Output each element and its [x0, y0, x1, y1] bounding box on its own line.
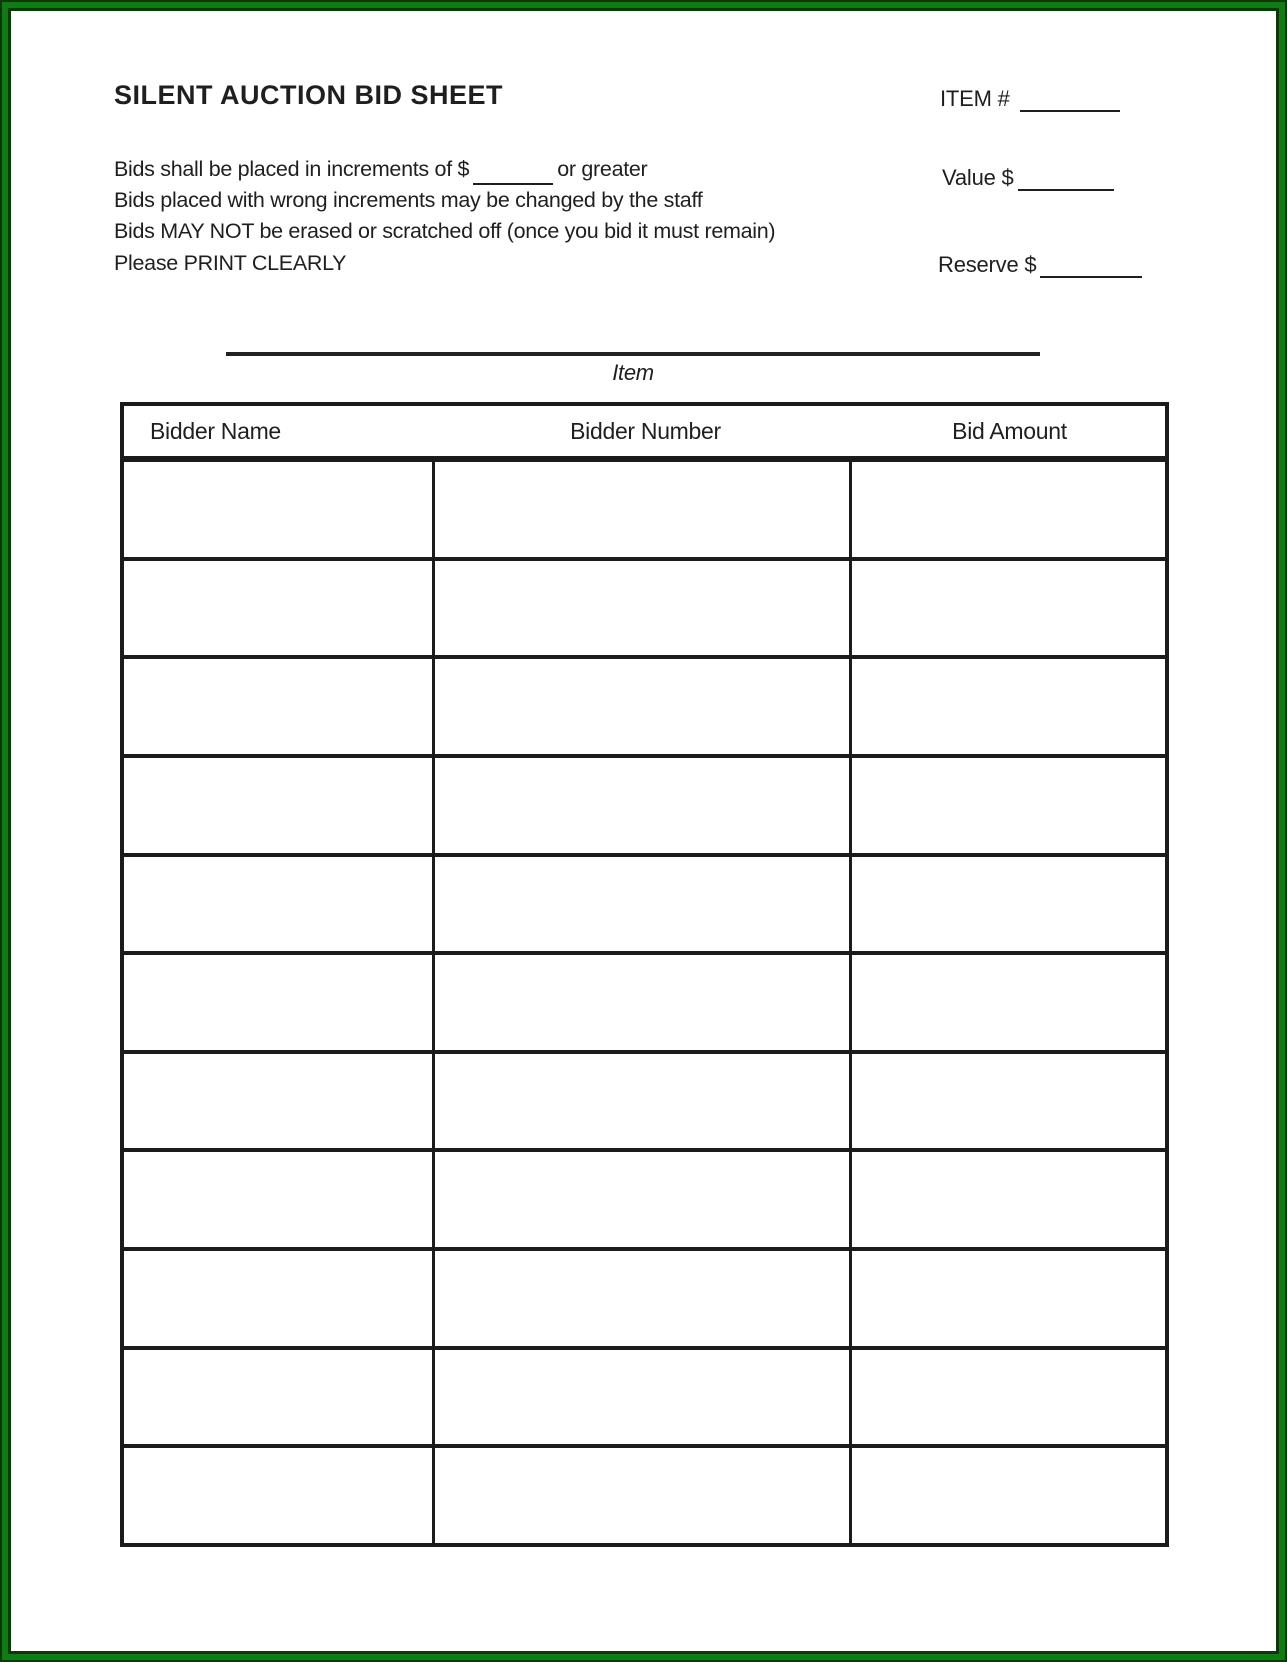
- bid-cell-bid-amount[interactable]: [852, 1350, 1165, 1445]
- increment-blank[interactable]: [473, 163, 553, 185]
- reserve-label: Reserve $: [938, 252, 1037, 277]
- bid-cell-bid-amount[interactable]: [852, 462, 1165, 557]
- bid-cell-bid-amount[interactable]: [852, 758, 1165, 853]
- item-number-label: ITEM #: [940, 86, 1010, 111]
- bid-cell-bidder-name[interactable]: [124, 758, 435, 853]
- page-title: SILENT AUCTION BID SHEET: [114, 80, 504, 110]
- bid-cell-bid-amount[interactable]: [852, 1054, 1165, 1149]
- bid-cell-bid-amount[interactable]: [852, 1251, 1165, 1346]
- bid-cell-bidder-number[interactable]: [435, 1350, 852, 1445]
- item-write-in-line[interactable]: [226, 322, 1040, 356]
- bid-cell-bidder-number[interactable]: [435, 561, 852, 656]
- bid-table-body: [124, 462, 1165, 1543]
- bid-cell-bidder-number[interactable]: [435, 857, 852, 952]
- bid-cell-bid-amount[interactable]: [852, 1448, 1165, 1543]
- bid-table-header: [124, 406, 1165, 462]
- header-bidder-name: Bidder Name: [150, 417, 281, 444]
- bid-cell-bidder-number[interactable]: [435, 955, 852, 1050]
- instruction-line-2: Bids placed with wrong increments may be changed by the staff: [114, 188, 703, 212]
- bid-cell-bid-amount[interactable]: [852, 561, 1165, 656]
- item-number-blank[interactable]: [1020, 88, 1120, 112]
- value-blank[interactable]: [1018, 167, 1114, 191]
- bid-table-row: [124, 955, 1165, 1054]
- header-bid-amount: Bid Amount: [952, 417, 1067, 444]
- instruction-line-3: Bids MAY NOT be erased or scratched off (once you bid it must remain): [114, 219, 776, 243]
- bid-cell-bidder-number[interactable]: [435, 1251, 852, 1346]
- bid-cell-bidder-number[interactable]: [435, 659, 852, 754]
- instruction-line-1: Bids shall be placed in increments of $ or greater: [114, 154, 775, 185]
- bid-table-row: [124, 1152, 1165, 1251]
- bid-cell-bid-amount[interactable]: [852, 955, 1165, 1050]
- bid-cell-bidder-name[interactable]: [124, 1448, 435, 1543]
- value-label: Value $: [942, 165, 1014, 190]
- bid-cell-bidder-name[interactable]: [124, 561, 435, 656]
- item-write-in: [226, 322, 1040, 386]
- bid-table-row: [124, 1350, 1165, 1449]
- reserve-blank[interactable]: [1040, 254, 1142, 278]
- item-number-field: [940, 86, 1120, 112]
- bid-table-row: [124, 758, 1165, 857]
- bid-cell-bidder-number[interactable]: [435, 462, 852, 557]
- bid-table-row: [124, 561, 1165, 660]
- bid-cell-bid-amount[interactable]: [852, 659, 1165, 754]
- bid-cell-bidder-number[interactable]: [435, 758, 852, 853]
- header-bidder-number: Bidder Number: [570, 417, 721, 444]
- bid-cell-bidder-name[interactable]: [124, 1054, 435, 1149]
- bid-cell-bidder-name[interactable]: [124, 462, 435, 557]
- value-field: [942, 165, 1114, 191]
- bid-cell-bid-amount[interactable]: [852, 857, 1165, 952]
- bid-table-row: [124, 659, 1165, 758]
- bid-table-row: [124, 857, 1165, 956]
- bid-cell-bidder-name[interactable]: [124, 659, 435, 754]
- reserve-field: [938, 252, 1142, 278]
- bid-cell-bid-amount[interactable]: [852, 1152, 1165, 1247]
- bid-table-row: [124, 1448, 1165, 1543]
- bid-cell-bidder-number[interactable]: [435, 1152, 852, 1247]
- bid-cell-bidder-name[interactable]: [124, 857, 435, 952]
- bid-table-row: [124, 1054, 1165, 1153]
- item-write-in-label: Item: [612, 360, 654, 385]
- bid-cell-bidder-number[interactable]: [435, 1054, 852, 1149]
- bid-table: [120, 402, 1169, 1547]
- bid-cell-bidder-number[interactable]: [435, 1448, 852, 1543]
- instructions-block: [114, 154, 775, 247]
- bid-cell-bidder-name[interactable]: [124, 1152, 435, 1247]
- bid-table-row: [124, 1251, 1165, 1350]
- bid-table-row: [124, 462, 1165, 561]
- bid-cell-bidder-name[interactable]: [124, 1350, 435, 1445]
- bid-cell-bidder-name[interactable]: [124, 955, 435, 1050]
- bid-cell-bidder-name[interactable]: [124, 1251, 435, 1346]
- print-clearly-note: Please PRINT CLEARLY: [114, 251, 347, 275]
